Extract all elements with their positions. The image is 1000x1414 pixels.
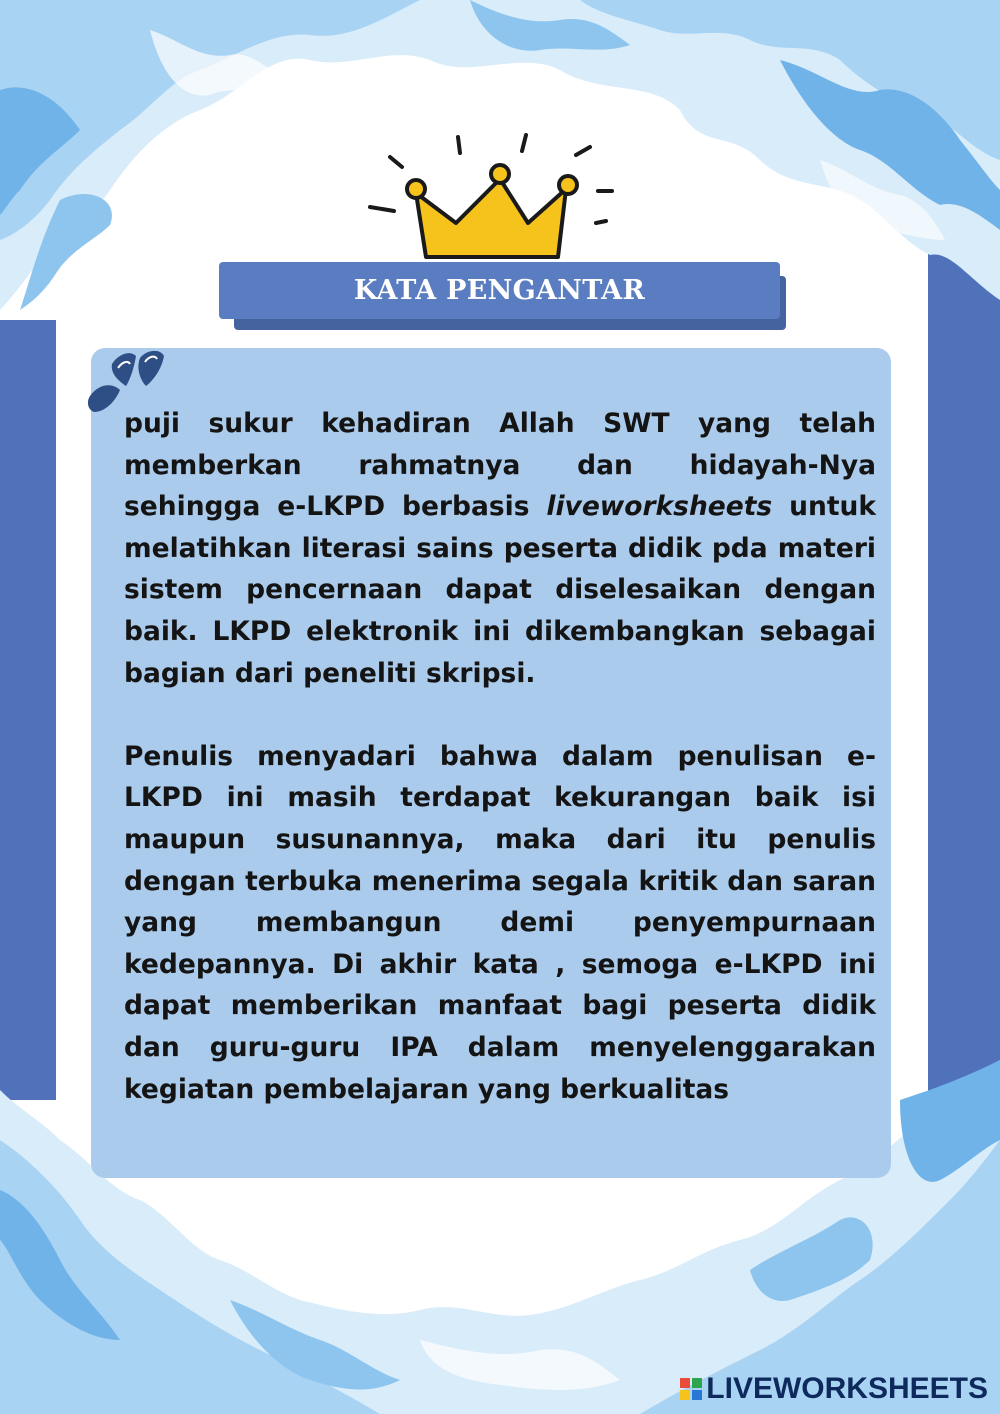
paragraph-closing: Penulis menyadari bahwa dalam penulisan e-LKPD ini masih terdapat kekurangan baik isi maupun susunannya, maka dari itu penulis dengan terbuka menerima segala kritik dan saran yang membangun demi penyempurnaan kedepannya. Di akhir kata , semoga e-LKPD ini dapat memberikan manfaat bagi peserta didik dan guru-guru IPA dalam menyelenggarakan kegiatan pembelajaran yang berkualitas xyxy=(124,740,876,1105)
body-text xyxy=(124,403,876,1110)
paragraph-spacer xyxy=(124,694,876,736)
crown-icon xyxy=(360,125,620,265)
watermark-text: LIVEWORKSHEETS xyxy=(706,1372,988,1405)
paragraph-intro-italic: liveworksheets xyxy=(546,491,773,523)
liveworksheets-logo-icon xyxy=(680,1378,702,1400)
paragraph-intro-part-1: puji sukur kehadiran Allah SWT yang telah memberkan rahmatnya dan hidayah-Nya sehingga e-LKPD berbasis xyxy=(124,408,876,523)
liveworksheets-watermark[interactable] xyxy=(680,1372,988,1406)
page-title: KATA PENGANTAR xyxy=(353,275,646,306)
paragraph-intro-part-2: untuk melatihkan literasi sains peserta didik pda materi sistem pencernaan dapat diselesaikan dengan baik. LKPD elektronik ini dikembangkan sebagai bagian dari peneliti skripsi. xyxy=(124,491,876,689)
title-banner xyxy=(219,262,780,319)
paragraph-intro xyxy=(124,403,876,694)
